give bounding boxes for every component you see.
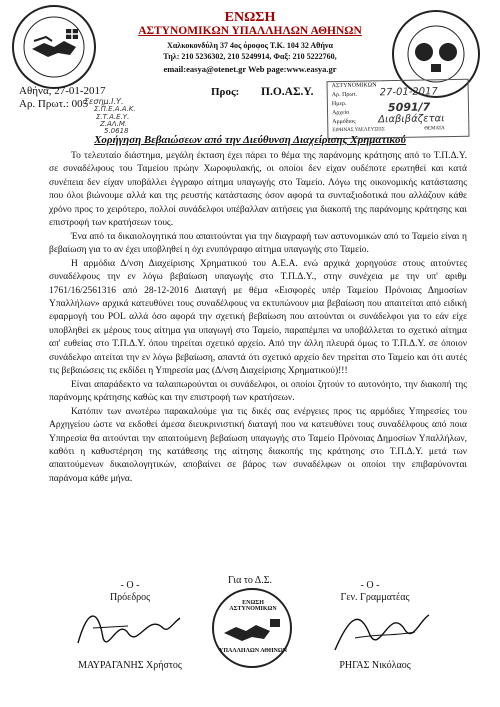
left-union-logo: [12, 5, 96, 89]
paragraph-1: Το τελευταίο διάστημα, μεγάλη έκταση έχει πάρει το θέμα της παράνομης κράτησης από το Τ.Π.Δ.Υ. σε συναδέλφους του Ταμείου πρώην Χωροφυλακής, οι οποίοι δεν είχαν ουδέποτε ερωτηθεί και κατά συνέπεια δεν είχαν υποβάλλει έγγραφο αίτημα υπαγωγής στο Ταμείο. Λόγω της οικονομικής κατάστασης που όλοι βιώνουμε αλλά και της ρευστής κατάστασης όσον αφορά τα συνταξιοδοτικά που αλλάζουν κάθε χρόνο προς το χειρότερο, πολλοί συνάδελφοι υπέβαλλαν αιτήσεις για διακοπή της παράνομης κράτησης και επιστροφή των κρατήσεων τους.: [49, 151, 467, 229]
stamp-line1: ΑΣΤΥΝΟΜΙΚΩΝ: [331, 82, 377, 90]
stamp-line5: Αρμόδιος: [332, 118, 356, 126]
union-seal: [212, 588, 292, 668]
org-phones: Τηλ: 210 5236302, 210 5249914, Φαξ: 210 5222760,: [163, 52, 337, 61]
to-label: Προς:: [211, 86, 240, 98]
secretary-title: Γεν. Γραμματέας: [340, 592, 410, 603]
secretary-mark: - Ο -: [360, 580, 380, 591]
handwritten-note-5: 5.0618: [104, 127, 129, 135]
letter-date: Αθήνα, 27-01-2017: [19, 85, 106, 97]
stamp-line2: Αρ. Πρωτ.: [331, 91, 358, 99]
stamp-note-handwritten: Διαβιβάζεται: [378, 113, 445, 126]
handwritten-note-1: Σεσημ.Ι.Υ.: [84, 97, 124, 106]
org-address: Χαλκοκονδύλη 37 4ος όροφος Τ.Κ. 104 32 Αθήνα: [167, 41, 333, 50]
handshake-emblem-icon: [14, 7, 94, 87]
president-title: Πρόεδρος: [109, 592, 151, 603]
stamp-line7: ΘΕΜΑΤΑ: [424, 126, 445, 132]
president-signature-icon: [68, 598, 188, 658]
protocol-number: Αρ. Πρωτ.: 005: [19, 98, 89, 110]
paragraph-5: Κατόπιν των ανωτέρω παρακαλούμε για τις δικές σας ενέργειες προς τις αρμόδιες Υπηρεσίες του Αρχηγείου ώστε να εκδοθεί άμεσα διευκρινιστική διαταγή που να κατευθύνει τους συναδέλφους από ποια Υπηρεσία θα αιτούνται την απαιτούμενη βεβαίωση υπαγωγής στο Ταμείο Πρόνοιας Δημοσίων Υπαλλήλων, καθότι η καθυστέρηση της κατάθεσης της αίτησης διακοπής της κράτησης στο Τ.Π.Δ.Υ. μετά των απαιτούμενων δικαιολογητικών, αποβαίνει σε βάρος των συναδέλφων οι οποίοι την επιβαρύνονται παράνομα κάθε μήνα.: [49, 406, 467, 484]
paragraph-4: Είναι απαράδεκτο να ταλαιπωρούνται οι συνάδελφοι, οι οποίοι ζητούν το αυτονόητο, την διακοπή της παράνομης κράτησης καθώς και την επιστροφή των κρατήσεων.: [49, 379, 467, 404]
seal-handshake-icon: [214, 615, 290, 645]
receipt-stamp: [327, 79, 470, 139]
stamp-date-handwritten: 27-01-2017: [379, 86, 438, 99]
letter-body: [49, 150, 467, 486]
handwritten-note-4: Ζ.ΑΛ.Μ.: [100, 120, 128, 128]
secretary-name: ΡΗΓΑΣ Νικόλαος: [339, 660, 411, 671]
org-name-line2: ΑΣΤΥΝΟΜΙΚΩΝ ΥΠΑΛΛΗΛΩΝ ΑΘΗΝΩΝ: [138, 25, 362, 37]
president-mark: - Ο -: [120, 580, 140, 591]
paragraph-2: Ένα από τα δικαιολογητικά που απαιτούνται για την διαγραφή των αστυνομικών από το Ταμείο είναι η βεβαίωση για το αν έχει υποβληθεί η όχι ενυπόγραφο αίτημα υπαγωγής στο Ταμείο.: [49, 231, 467, 256]
seal-bottom-text: ΥΠΑΛΛΗΛΩΝ ΑΘΗΝΩΝ: [219, 648, 287, 654]
secretary-signature-icon: [325, 600, 435, 660]
org-email-web: email:easya@otenet.gr Web page:www.easya.gr: [163, 64, 337, 74]
seal-top-text: ΕΝΩΣΗ ΑΣΤΥΝΟΜΙΚΩΝ: [229, 600, 277, 612]
president-name: ΜΑΥΡΑΓΑΝΗΣ Χρήστος: [78, 660, 182, 671]
paragraph-3: Η αρμόδια Δ/νση Διαχείρισης Χρηματικού του Α.Ε.Α. ενώ αρχικά χορηγούσε στους αιτούντες συναδέλφους την εν λόγω βεβαίωση υπαγωγής στο Τ.Π.Δ.Υ., στην συνέχεια με την υπ' αριθμ 1761/16/2561316 από 28-12-2016 Διαταγή με θέμα «Εισφορές υπέρ Ταμείου Πρόνοιας Δημοσίων Υπαλλήλων» αρχικά κατευθύνει τους συναδέλφους να εκτυπώνουν μια βεβαίωση που απαιτείται από ειδική εφαρμογή του POL αλλά όσο αφορά την σχετική βεβαίωση που αιτούνται οι συνάδελφοι για το εάν είχε υποβληθεί εκ μέρους τους αίτημα για υπαγωγή στο Ταμείο, παραπέμπει να υποβάλλεται το σχετικό αίτημα απ' ευθείας στο Τ.Π.Δ.Υ. όπου τηρείται σχετικό αρχείο. Από την άλλη πλευρά όμως το Τ.Π.Δ.Υ. σε όποιον συνάδελφο αιτείται την εν λόγω βεβαίωση, απαντά ότι σχετικό αρχείο δεν τηρείται στο Ταμείο και ότι αυτές τις βεβαιώσεις τις εκδίδει η Υπηρεσία μας (Δ/νση Διαχείρισης Χρηματικού)!!!: [49, 258, 467, 377]
handwritten-note-2: Σ.Π.Ε.Α.Α.Κ.: [94, 105, 136, 113]
to-value: Π.Ο.ΑΣ.Υ.: [261, 86, 314, 98]
stamp-line6: ΕΙΡΗΝΑΣ ΥΔΕΛΕΥΣΕΙΣ: [332, 127, 385, 134]
stamp-line4: Αρχείο: [332, 109, 350, 117]
board-title: Για το Δ.Σ.: [227, 575, 273, 586]
stamp-number-handwritten: 5091/7: [387, 100, 431, 115]
handwritten-note-3: Σ.Τ.Α.Ε.Υ.: [96, 113, 130, 121]
subject-line: Χορήγηση Βεβαιώσεων από την Διεύθυνση Διαχείρισης Χρηματικού: [94, 134, 406, 146]
stamp-line3: Ημερ.: [331, 100, 347, 108]
org-name-line1: ΕΝΩΣΗ: [224, 10, 276, 25]
